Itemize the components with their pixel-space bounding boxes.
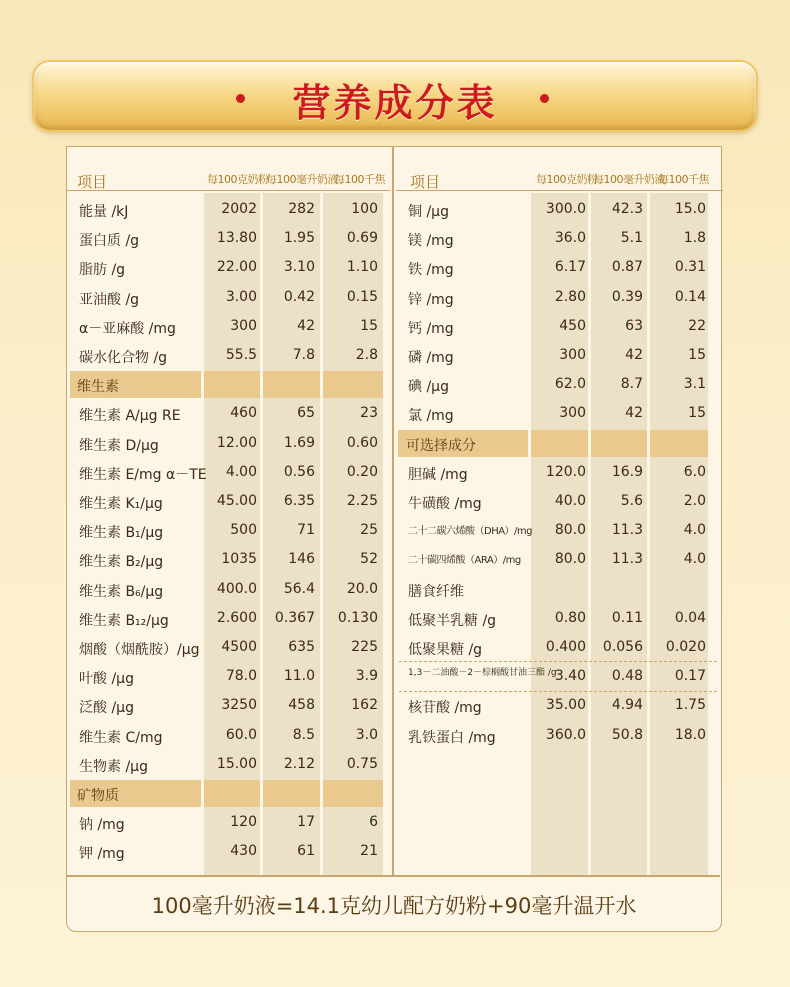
value-per-100kj: 22 xyxy=(688,317,706,334)
value-per-100kj: 2.8 xyxy=(355,347,378,363)
value-per-100ml: 0.56 xyxy=(283,463,315,480)
header-per100ml: 每100毫升奶液 xyxy=(266,173,338,186)
section-bar xyxy=(204,371,260,398)
table-row xyxy=(67,458,390,487)
header-per100kj: 每100千焦 xyxy=(658,173,709,186)
value-per-100kj: 0.04 xyxy=(674,609,706,626)
value-per-100g: 62.0 xyxy=(554,376,586,393)
right-column xyxy=(396,147,723,875)
nutrient-name: 维生素 B₁₂/μg xyxy=(79,612,169,629)
section-bar xyxy=(323,371,383,398)
left-column xyxy=(67,147,390,875)
nutrition-table xyxy=(66,146,722,932)
nutrient-name: 维生素 B₂/μg xyxy=(79,554,164,571)
value-per-100g: 78.0 xyxy=(225,668,257,685)
value-per-100ml: 42 xyxy=(625,405,643,422)
value-per-100ml: 6.35 xyxy=(283,493,315,509)
nutrient-name: 磷 /mg xyxy=(408,350,454,366)
value-per-100ml: 146 xyxy=(288,551,315,568)
table-row xyxy=(396,341,723,370)
table-row xyxy=(67,429,390,458)
value-per-100ml: 61 xyxy=(297,843,315,860)
table-row xyxy=(67,750,390,779)
section-title: 矿物质 xyxy=(77,788,119,804)
value-per-100kj: 4.0 xyxy=(683,522,706,539)
nutrient-name: 泛酸 /μg xyxy=(79,700,134,717)
value-per-100g: 0.80 xyxy=(554,609,586,626)
nutrient-name: 维生素 A/μg RE xyxy=(79,408,181,425)
value-per-100kj: 15.0 xyxy=(674,201,706,217)
table-row xyxy=(67,487,390,516)
nutrient-name: 蛋白质 /g xyxy=(79,233,140,250)
left-header-row xyxy=(67,147,390,191)
value-per-100ml: 42.3 xyxy=(611,201,643,217)
value-per-100g: 40.0 xyxy=(554,493,586,509)
value-per-100g: 4.00 xyxy=(225,463,257,480)
value-per-100kj: 162 xyxy=(351,697,378,714)
table-row xyxy=(396,224,723,253)
section-header xyxy=(67,780,390,807)
value-per-100ml: 458 xyxy=(288,697,315,714)
value-per-100g: 450 xyxy=(559,317,586,334)
value-per-100kj: 1.8 xyxy=(683,230,706,247)
table-row xyxy=(396,662,723,691)
value-per-100g: 12.00 xyxy=(216,434,257,451)
value-per-100kj: 2.25 xyxy=(346,493,378,509)
value-per-100ml: 0.39 xyxy=(611,288,643,305)
value-per-100ml: 635 xyxy=(288,639,315,655)
nutrient-name: 维生素 D/μg xyxy=(79,437,159,454)
value-per-100ml: 42 xyxy=(297,317,315,334)
header-item: 项目 xyxy=(410,173,441,191)
value-per-100ml: 5.6 xyxy=(620,493,643,509)
table-row xyxy=(396,633,723,662)
value-per-100ml: 63 xyxy=(625,317,643,334)
value-per-100ml: 71 xyxy=(297,522,315,539)
value-per-100kj: 0.020 xyxy=(665,639,706,655)
right-header-row xyxy=(396,147,723,191)
value-per-100g: 6.17 xyxy=(554,259,586,276)
footer-divider xyxy=(67,875,720,877)
table-row xyxy=(396,312,723,341)
value-per-100ml: 0.11 xyxy=(611,609,643,626)
value-per-100g: 2.80 xyxy=(554,288,586,305)
nutrient-name: 胆碱 /mg xyxy=(408,466,468,483)
value-per-100g: 120 xyxy=(230,814,257,831)
value-per-100kj: 23 xyxy=(360,405,378,422)
table-row xyxy=(67,312,390,341)
value-per-100g: 300.0 xyxy=(545,201,586,217)
value-per-100g: 0.400 xyxy=(545,639,586,655)
table-row xyxy=(396,545,723,574)
section-bar xyxy=(650,430,708,457)
value-per-100kj: 0.130 xyxy=(337,609,378,626)
nutrient-name: 维生素 K₁/μg xyxy=(79,496,163,512)
table-row xyxy=(396,575,723,604)
value-per-100ml: 282 xyxy=(288,201,315,217)
value-per-100g: 430 xyxy=(230,843,257,860)
value-per-100kj: 100 xyxy=(351,201,378,217)
section-title: 维生素 xyxy=(77,379,119,396)
value-per-100kj: 18.0 xyxy=(674,726,706,743)
nutrient-name: 低聚果糖 /g xyxy=(408,642,483,658)
nutrient-name: 能量 /kJ xyxy=(79,204,129,220)
value-per-100g: 80.0 xyxy=(554,522,586,539)
value-per-100ml: 42 xyxy=(625,347,643,363)
value-per-100kj: 15 xyxy=(688,405,706,422)
value-per-100kj: 21 xyxy=(360,843,378,860)
value-per-100ml: 65 xyxy=(297,405,315,422)
value-per-100ml: 3.10 xyxy=(283,259,315,276)
value-per-100g: 36.0 xyxy=(554,230,586,247)
header-per100kj: 每100千焦 xyxy=(334,173,385,186)
value-per-100g: 45.00 xyxy=(216,493,257,509)
value-per-100g: 460 xyxy=(230,405,257,422)
section-header xyxy=(67,371,390,398)
value-per-100ml: 0.87 xyxy=(611,259,643,276)
nutrient-name: 钙 /mg xyxy=(408,320,454,337)
table-row xyxy=(67,195,390,224)
value-per-100g: 15.00 xyxy=(216,755,257,772)
value-per-100g: 35.00 xyxy=(545,697,586,714)
nutrient-name: 1,3－二油酸－2－棕榈酸甘油三酯 /g xyxy=(408,668,557,679)
value-per-100kj: 1.75 xyxy=(674,697,706,714)
value-per-100kj: 52 xyxy=(360,551,378,568)
header-per100g: 每100克奶粉 xyxy=(207,173,269,186)
table-row xyxy=(396,195,723,224)
nutrient-name: 锌 /mg xyxy=(408,291,454,308)
table-row xyxy=(67,633,390,662)
value-per-100ml: 11.3 xyxy=(611,551,643,568)
value-per-100kj: 225 xyxy=(351,639,378,655)
value-per-100ml: 5.1 xyxy=(620,230,643,247)
value-per-100g: 300 xyxy=(559,405,586,422)
value-per-100ml: 56.4 xyxy=(283,580,315,597)
value-per-100g: 2002 xyxy=(221,201,257,217)
nutrient-name: 脂肪 /g xyxy=(79,262,126,279)
header-per100ml: 每100毫升奶液 xyxy=(593,173,665,186)
header-item: 项目 xyxy=(77,173,108,191)
value-per-100kj: 6.0 xyxy=(683,463,706,480)
value-per-100kj: 2.0 xyxy=(683,493,706,509)
value-per-100g: 300 xyxy=(230,317,257,334)
section-bar xyxy=(204,780,260,807)
value-per-100kj: 3.9 xyxy=(355,668,378,685)
value-per-100kj: 0.75 xyxy=(346,755,378,772)
value-per-100g: 3.00 xyxy=(225,288,257,305)
table-row xyxy=(396,253,723,282)
value-per-100ml: 16.9 xyxy=(611,463,643,480)
nutrient-name: 镁 /mg xyxy=(408,233,454,250)
value-per-100ml: 0.42 xyxy=(283,288,315,305)
value-per-100ml: 8.7 xyxy=(620,376,643,393)
table-row xyxy=(67,545,390,574)
value-per-100kj: 20.0 xyxy=(346,580,378,597)
nutrient-name: 维生素 E/mg α－TE xyxy=(79,466,207,483)
table-row xyxy=(396,604,723,633)
nutrient-name: 叶酸 /μg xyxy=(79,671,134,688)
value-per-100g: 300 xyxy=(559,347,586,363)
row-separator xyxy=(399,661,717,662)
value-per-100kj: 25 xyxy=(360,522,378,539)
nutrient-name: 铁 /mg xyxy=(408,262,454,279)
preparation-note: 100毫升奶液=14.1克幼儿配方奶粉+90毫升温开水 xyxy=(151,894,637,918)
nutrient-name: 维生素 B₁/μg xyxy=(79,525,164,542)
nutrient-name: 碘 /μg xyxy=(408,379,449,396)
table-row xyxy=(67,575,390,604)
nutrient-name: 氯 /mg xyxy=(408,408,454,425)
value-per-100kj: 0.17 xyxy=(674,668,706,685)
nutrient-name: 低聚半乳糖 /g xyxy=(408,612,497,629)
value-per-100kj: 3.0 xyxy=(355,726,378,743)
value-per-100g: 60.0 xyxy=(225,726,257,743)
value-per-100ml: 11.3 xyxy=(611,522,643,539)
table-row xyxy=(396,283,723,312)
value-per-100ml: 7.8 xyxy=(292,347,315,363)
value-per-100kj: 0.60 xyxy=(346,434,378,451)
value-per-100kj: 0.31 xyxy=(674,259,706,276)
value-per-100ml: 8.5 xyxy=(292,726,315,743)
value-per-100g: 2.600 xyxy=(216,609,257,626)
value-per-100kj: 1.10 xyxy=(346,259,378,276)
table-row xyxy=(67,691,390,720)
table-row xyxy=(396,516,723,545)
table-row xyxy=(67,721,390,750)
table-row xyxy=(67,662,390,691)
section-bar xyxy=(531,430,588,457)
value-per-100kj: 0.69 xyxy=(346,230,378,247)
value-per-100kj: 15 xyxy=(360,317,378,334)
value-per-100kj: 4.0 xyxy=(683,551,706,568)
value-per-100ml: 4.94 xyxy=(611,697,643,714)
section-bar xyxy=(263,371,320,398)
value-per-100ml: 0.367 xyxy=(274,609,315,626)
page-title: 营养成分表 xyxy=(292,81,498,125)
value-per-100kj: 6 xyxy=(369,814,378,831)
value-per-100g: 400.0 xyxy=(216,580,257,597)
value-per-100g: 13.80 xyxy=(216,230,257,247)
value-per-100g: 3.40 xyxy=(554,668,586,685)
nutrient-name: 烟酸（烟酰胺）/μg xyxy=(79,642,200,658)
value-per-100kj: 0.15 xyxy=(346,288,378,305)
value-per-100kj: 15 xyxy=(688,347,706,363)
value-per-100ml: 1.95 xyxy=(283,230,315,247)
value-per-100g: 120.0 xyxy=(545,463,586,480)
value-per-100ml: 17 xyxy=(297,814,315,831)
table-row xyxy=(396,370,723,399)
table-row xyxy=(67,604,390,633)
value-per-100ml: 0.056 xyxy=(602,639,643,655)
value-per-100ml: 2.12 xyxy=(283,755,315,772)
nutrient-name: 核苷酸 /mg xyxy=(408,700,482,717)
nutrient-name: 钾 /mg xyxy=(79,846,125,863)
nutrient-name: 碳水化合物 /g xyxy=(79,350,168,366)
table-row xyxy=(396,487,723,516)
nutrient-name: α－亚麻酸 /mg xyxy=(79,320,176,337)
table-row xyxy=(67,224,390,253)
section-bar xyxy=(591,430,647,457)
value-per-100kj: 0.14 xyxy=(674,288,706,305)
value-per-100ml: 11.0 xyxy=(283,668,315,685)
nutrient-name: 维生素 B₆/μg xyxy=(79,583,164,600)
value-per-100kj: 0.20 xyxy=(346,463,378,480)
value-per-100g: 55.5 xyxy=(225,347,257,363)
table-row xyxy=(67,341,390,370)
nutrient-name: 二十二碳六烯酸（DHA）/mg xyxy=(408,526,533,538)
table-row xyxy=(67,283,390,312)
table-row xyxy=(67,253,390,282)
column-divider xyxy=(392,147,394,875)
table-row xyxy=(396,691,723,720)
value-per-100g: 4500 xyxy=(221,639,257,655)
value-per-100g: 3250 xyxy=(221,697,257,714)
value-per-100ml: 0.48 xyxy=(611,668,643,685)
nutrient-name: 亚油酸 /g xyxy=(79,291,140,308)
value-per-100kj: 3.1 xyxy=(683,376,706,393)
nutrient-name: 膳食纤维 xyxy=(408,583,464,600)
table-row xyxy=(67,808,390,837)
nutrient-name: 维生素 C/mg xyxy=(79,729,163,746)
table-row xyxy=(67,399,390,428)
value-per-100g: 22.00 xyxy=(216,259,257,276)
value-per-100g: 360.0 xyxy=(545,726,586,743)
nutrient-name: 生物素 /μg xyxy=(79,758,148,775)
section-bar xyxy=(263,780,320,807)
table-row xyxy=(67,516,390,545)
nutrient-name: 二十碳四烯酸（ARA）/mg xyxy=(408,555,521,567)
section-bar xyxy=(323,780,383,807)
table-row xyxy=(396,458,723,487)
table-row xyxy=(396,721,723,750)
value-per-100g: 80.0 xyxy=(554,551,586,568)
table-row xyxy=(67,837,390,866)
section-header xyxy=(396,430,723,457)
value-per-100g: 1035 xyxy=(221,551,257,568)
section-title: 可选择成分 xyxy=(406,437,476,454)
nutrient-name: 牛磺酸 /mg xyxy=(408,496,482,512)
nutrient-name: 钠 /mg xyxy=(79,817,125,834)
value-per-100ml: 50.8 xyxy=(611,726,643,743)
value-per-100ml: 1.69 xyxy=(283,434,315,451)
nutrient-name: 铜 /μg xyxy=(408,204,449,220)
nutrient-name: 乳铁蛋白 /mg xyxy=(408,729,496,746)
header-per100g: 每100克奶粉 xyxy=(536,173,598,186)
value-per-100g: 500 xyxy=(230,522,257,539)
table-row xyxy=(396,399,723,428)
